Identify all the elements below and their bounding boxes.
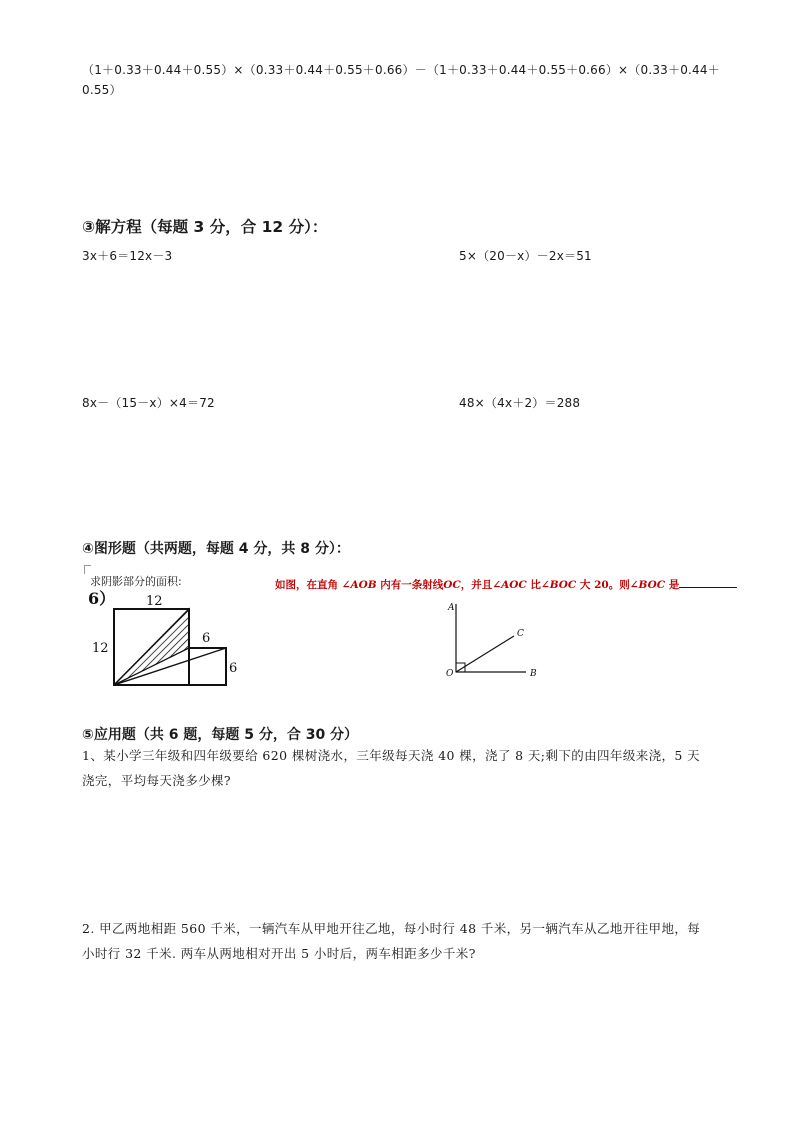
angle-question [275, 577, 737, 592]
label-top-12: 12 [146, 594, 163, 609]
equation-3: 8x－（15－x）×4＝72 [82, 396, 215, 410]
angle-diagram [440, 598, 550, 683]
q-mid4: 大 20。则 [576, 579, 630, 591]
section4-heading: ④图形题（共两题，每题 4 分，共 8 分）： [82, 541, 350, 557]
q-angle-aob: ∠AOB [341, 579, 377, 591]
q-mid2: ，并且 [460, 579, 493, 591]
label-left-12: 12 [92, 641, 109, 656]
point-c-label: C [517, 629, 524, 639]
label-top-6: 6 [202, 631, 211, 646]
q-angle-boc-2: ∠BOC [629, 579, 666, 591]
point-b-label: B [530, 669, 537, 679]
word-problem-2: 2. 甲乙两地相距 560 千米，一辆汽车从甲地开往乙地，每小时行 48 千米，另一辆汽车从乙地开往甲地，每小时行 32 千米. 两车从两地相对开出 5 小时后，两车相距多少千米? [82, 921, 701, 961]
word-problem-1: 1、某小学三年级和四年级要给 620 棵树浇水，三年级每天浇 40 棵，浇了 8 天;剩下的由四年级来浇，5 天浇完，平均每天浇多少棵? [82, 748, 701, 788]
label-right-6: 6 [229, 661, 238, 676]
q-prefix: 如图，在直角 [275, 579, 342, 591]
equation-1: 3x＋6＝12x－3 [82, 249, 173, 263]
equation-2: 5×（20－x）－2x＝51 [459, 249, 592, 263]
q-angle-boc: ∠BOC [540, 579, 577, 591]
fig1-number: 6） [88, 589, 116, 608]
section5-heading: ⑤应用题（共 6 题，每题 5 分，合 30 分） [82, 727, 359, 743]
q-ray-oc: OC [443, 579, 461, 591]
q-mid: 内有一条射线 [376, 579, 444, 591]
q-suffix: 是 [665, 579, 680, 591]
point-a-label: A [448, 603, 455, 613]
point-o-label: O [446, 669, 454, 679]
equation-4: 48×（4x＋2）＝288 [459, 396, 581, 410]
section3-heading: ③解方程（每题 3 分，合 12 分）： [82, 218, 328, 236]
answer-blank[interactable] [679, 577, 737, 588]
q-mid3: 比 [526, 579, 541, 591]
q-angle-aoc: ∠AOC [492, 579, 527, 591]
shaded-area-figure [86, 585, 246, 691]
calc-expression: （1＋0.33＋0.44＋0.55）×（0.33＋0.44＋0.55＋0.66）－（1＋0.33＋0.44＋0.55＋0.66）×（0.33＋0.44＋0.55） [82, 63, 720, 97]
fig1-caption: 求阴影部分的面积: [90, 575, 182, 588]
